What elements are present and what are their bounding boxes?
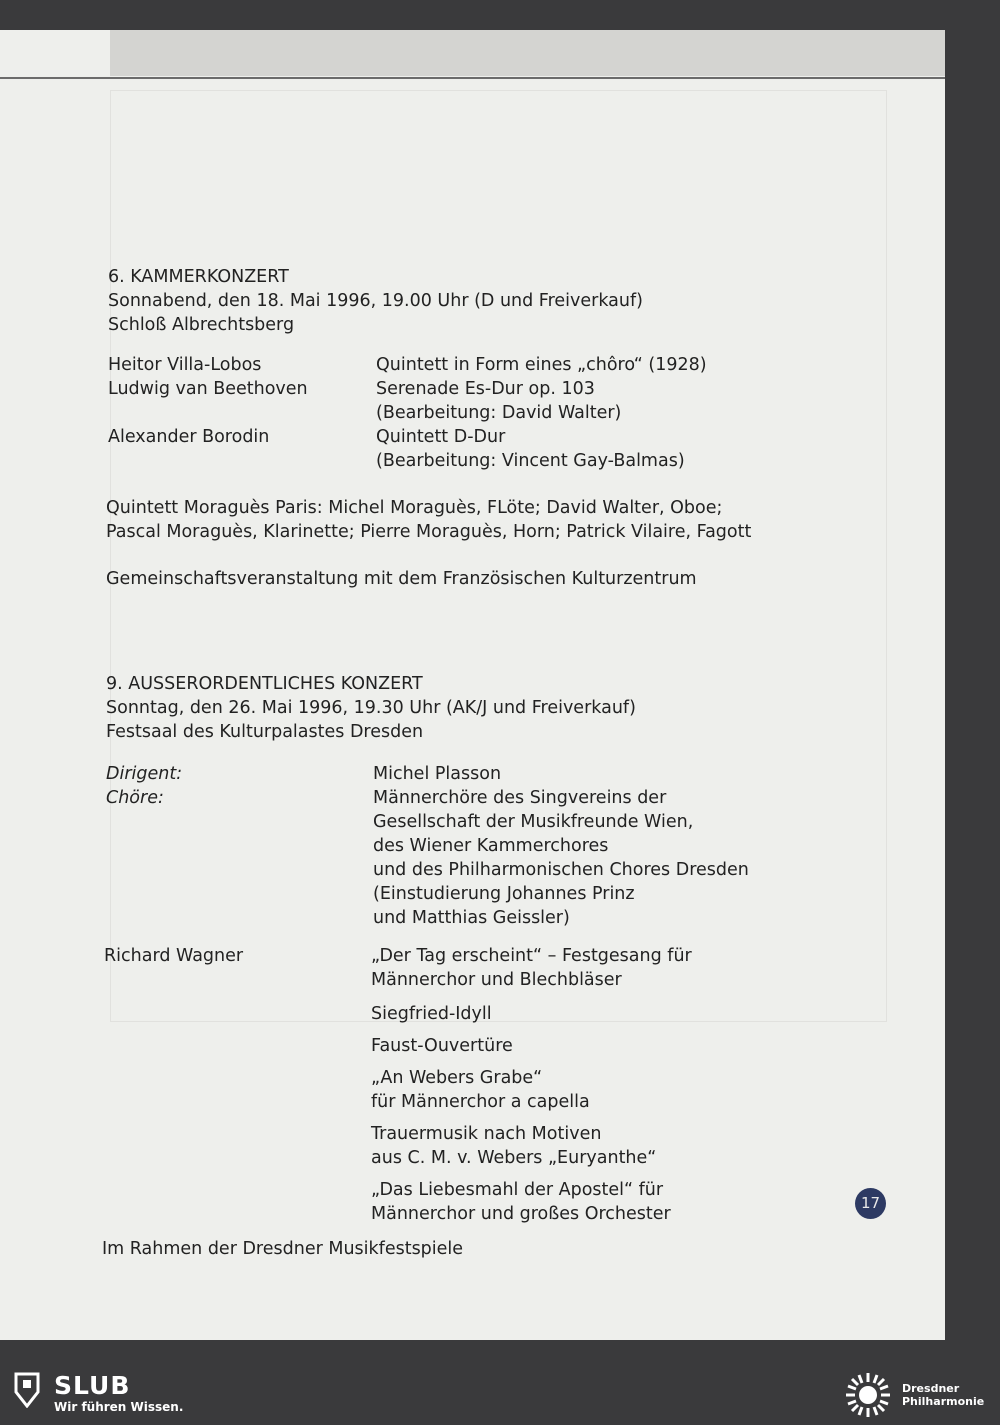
footer-bar bbox=[0, 1368, 1000, 1418]
partner-name bbox=[902, 1382, 984, 1408]
choirs-line: Männerchöre des Singvereins der bbox=[373, 788, 667, 808]
concert2-note: Im Rahmen der Dresdner Musikfestspiele bbox=[102, 1239, 464, 1259]
conductor-name: Michel Plasson bbox=[373, 764, 502, 784]
program-work: Quintett in Form eines „chôro“ (1928) bbox=[376, 355, 707, 375]
conductor-label: Dirigent: bbox=[106, 764, 183, 784]
work-line: Männerchor und Blechbläser bbox=[371, 970, 622, 990]
bleed-through-header-band bbox=[110, 30, 945, 76]
work-line: „Der Tag erscheint“ – Festgesang für bbox=[371, 946, 692, 966]
choirs-line: des Wiener Kammerchores bbox=[373, 836, 609, 856]
concert1-date: Sonnabend, den 18. Mai 1996, 19.00 Uhr (D und Freiverkauf) bbox=[108, 291, 643, 311]
work-line: Siegfried-Idyll bbox=[371, 1004, 492, 1024]
concert1-title: 6. KAMMERKONZERT bbox=[108, 267, 289, 287]
composer-name: Richard Wagner bbox=[104, 946, 244, 966]
concert2-title: 9. AUSSERORDENTLICHES KONZERT bbox=[106, 674, 423, 694]
choirs-line: und des Philharmonischen Chores Dresden bbox=[373, 860, 749, 880]
program-composer: Alexander Borodin bbox=[108, 427, 270, 447]
choirs-label: Chöre: bbox=[106, 788, 164, 808]
work-line: Faust-Ouvertüre bbox=[371, 1036, 513, 1056]
concert1-venue: Schloß Albrechtsberg bbox=[108, 315, 295, 335]
choirs-line: und Matthias Geissler) bbox=[373, 908, 570, 928]
concert2-venue: Festsaal des Kulturpalastes Dresden bbox=[106, 722, 424, 742]
partner-name-line2: Philharmonie bbox=[902, 1395, 985, 1408]
document-page bbox=[0, 30, 945, 1340]
work-line: Männerchor und großes Orchester bbox=[371, 1204, 671, 1224]
work-line: Trauermusik nach Motiven bbox=[371, 1124, 602, 1144]
partner-name-line1: Dresdner bbox=[902, 1382, 960, 1395]
library-name: SLUB bbox=[54, 1371, 131, 1400]
program-work: Serenade Es-Dur op. 103 bbox=[376, 379, 595, 399]
slub-logo-icon bbox=[12, 1372, 42, 1408]
ensemble-line: Pascal Moraguès, Klarinette; Pierre Moraguès, Horn; Patrick Vilaire, Fagott bbox=[106, 522, 752, 542]
page-number-badge: 17 bbox=[855, 1188, 886, 1219]
choirs-line: Gesellschaft der Musikfreunde Wien, bbox=[373, 812, 694, 832]
work-line: „An Webers Grabe“ bbox=[371, 1068, 543, 1088]
ensemble-line: Quintett Moraguès Paris: Michel Moraguès, FLöte; David Walter, Oboe; bbox=[106, 498, 723, 518]
choirs-line: (Einstudierung Johannes Prinz bbox=[373, 884, 635, 904]
program-work-note: (Bearbeitung: Vincent Gay-Balmas) bbox=[376, 451, 685, 471]
work-line: aus C. M. v. Webers „Euryanthe“ bbox=[371, 1148, 657, 1168]
program-composer: Ludwig van Beethoven bbox=[108, 379, 308, 399]
work-line: für Männerchor a capella bbox=[371, 1092, 590, 1112]
concert1-note: Gemeinschaftsveranstaltung mit dem Französischen Kulturzentrum bbox=[106, 569, 697, 589]
work-line: „Das Liebesmahl der Apostel“ für bbox=[371, 1180, 664, 1200]
program-work: Quintett D-Dur bbox=[376, 427, 506, 447]
concert2-date: Sonntag, den 26. Mai 1996, 19.30 Uhr (AK/J und Freiverkauf) bbox=[106, 698, 636, 718]
library-tagline: Wir führen Wissen. bbox=[54, 1400, 184, 1414]
philharmonie-logo-icon bbox=[843, 1370, 893, 1420]
program-work-note: (Bearbeitung: David Walter) bbox=[376, 403, 622, 423]
header-rule bbox=[0, 77, 945, 79]
program-composer: Heitor Villa-Lobos bbox=[108, 355, 262, 375]
